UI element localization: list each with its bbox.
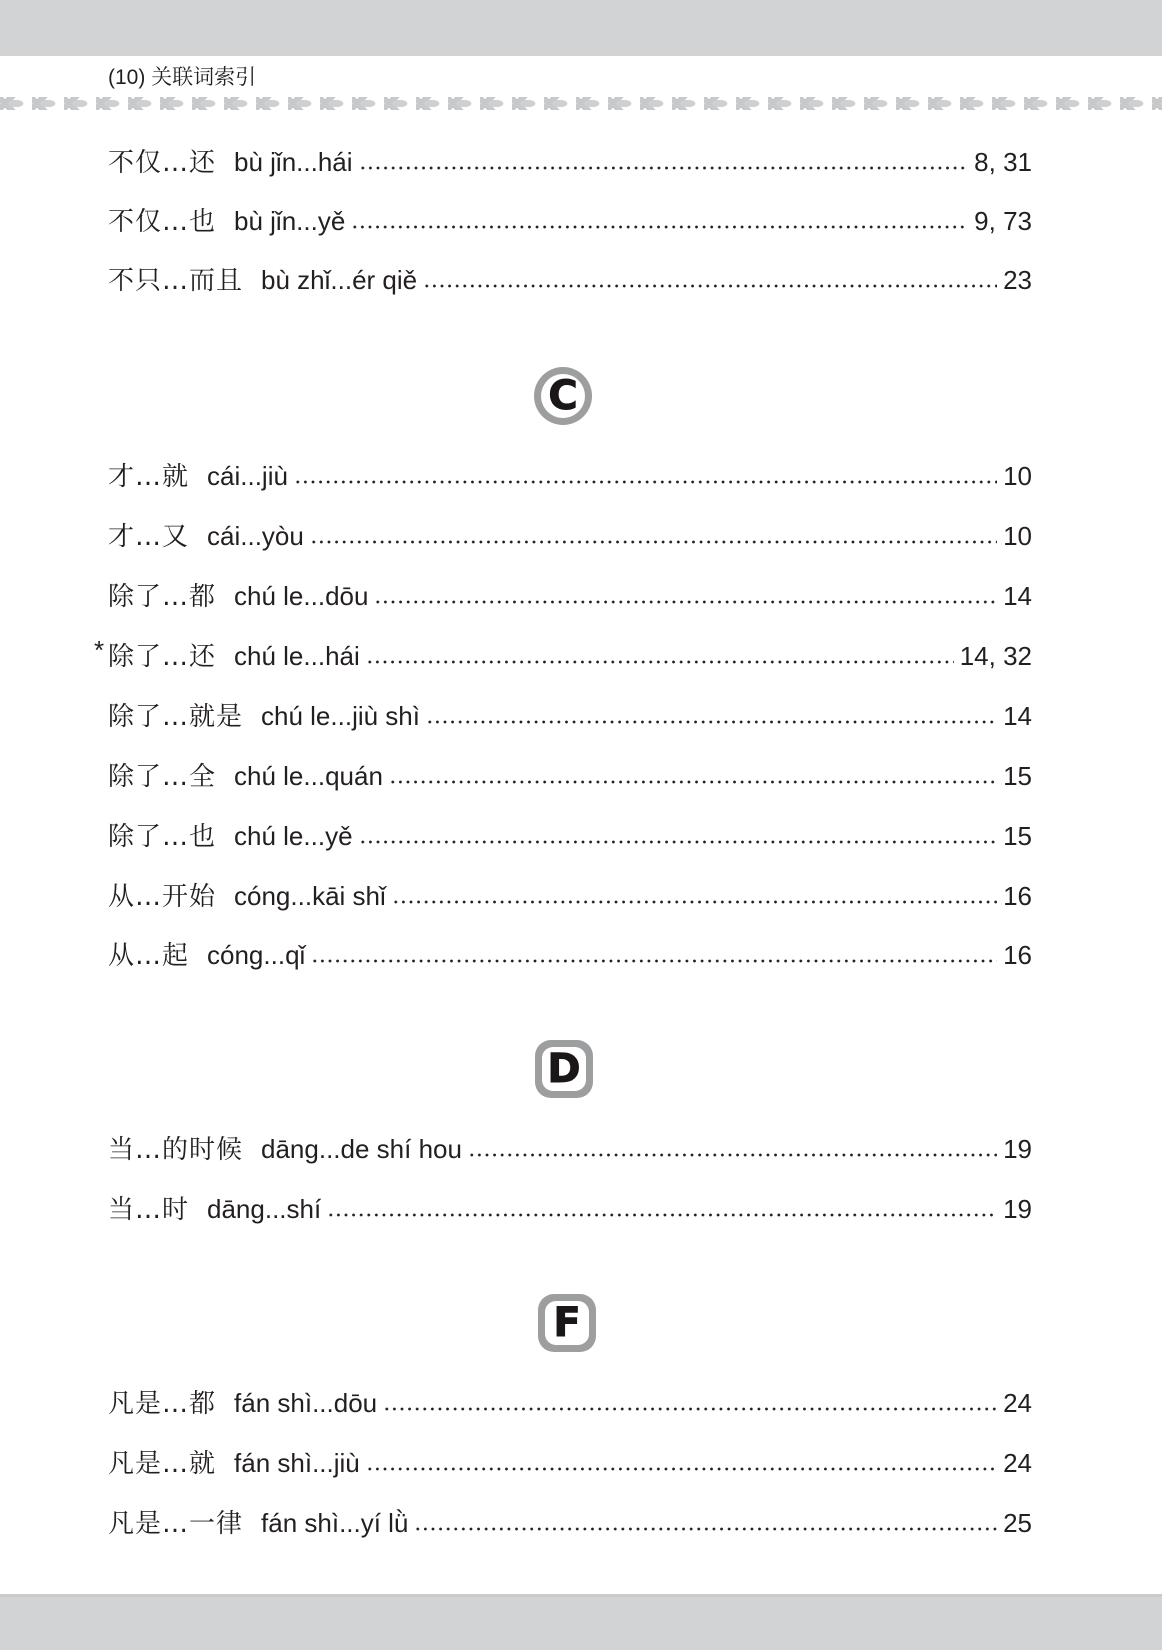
dot-leader bbox=[423, 284, 997, 288]
entry-pinyin: fán shì...dōu bbox=[234, 1388, 378, 1418]
dot-leader bbox=[311, 959, 997, 963]
entry-hanzi: 当…时 bbox=[108, 1195, 190, 1225]
entry-hanzi: 除了…就是 bbox=[108, 702, 244, 732]
entry-hanzi: 不只…而且 bbox=[108, 266, 244, 296]
section-letter: F bbox=[553, 1300, 581, 1346]
index-entry bbox=[108, 699, 1032, 733]
entry-pinyin: cóng...kāi shǐ bbox=[234, 881, 386, 911]
dot-leader bbox=[359, 166, 969, 170]
dot-leader bbox=[383, 1407, 997, 1411]
entry-page[interactable]: 15 bbox=[1003, 761, 1032, 791]
index-entry bbox=[108, 1132, 1032, 1166]
entry-page[interactable]: 10 bbox=[1003, 461, 1032, 491]
dot-leader bbox=[327, 1213, 997, 1217]
section-letter: C bbox=[548, 373, 578, 419]
entry-hanzi: 不仅…还 bbox=[108, 148, 217, 178]
star-marker: * bbox=[94, 635, 105, 665]
index-entry bbox=[108, 1506, 1032, 1540]
entry-pinyin: fán shì...yí lǜ bbox=[261, 1508, 409, 1538]
entry-pinyin: chú le...yě bbox=[234, 821, 353, 851]
dot-leader bbox=[414, 1527, 997, 1531]
index-entry bbox=[108, 938, 1032, 972]
index-entry bbox=[108, 1446, 1032, 1480]
entry-hanzi: 除了…全 bbox=[108, 762, 217, 792]
entry-pinyin: dāng...shí bbox=[207, 1194, 322, 1224]
entry-pinyin: cái...jiù bbox=[207, 461, 288, 491]
index-entry bbox=[108, 759, 1032, 793]
dot-leader bbox=[392, 900, 997, 904]
dot-leader bbox=[426, 720, 997, 724]
entry-hanzi: 凡是…一律 bbox=[108, 1509, 244, 1539]
entry-pinyin: chú le...quán bbox=[234, 761, 383, 791]
entry-page[interactable]: 25 bbox=[1003, 1508, 1032, 1538]
entry-page[interactable]: 16 bbox=[1003, 940, 1032, 970]
entry-hanzi: 才…又 bbox=[108, 522, 190, 552]
entry-page[interactable]: 9, 73 bbox=[974, 206, 1032, 236]
entry-hanzi: 从…起 bbox=[108, 941, 190, 971]
entry-page[interactable]: 14 bbox=[1003, 581, 1032, 611]
dot-leader bbox=[359, 840, 998, 844]
entry-pinyin: cóng...qǐ bbox=[207, 940, 306, 970]
running-head: (10) 关联词索引 bbox=[108, 66, 257, 89]
dot-leader bbox=[310, 540, 997, 544]
entry-hanzi: 除了…都 bbox=[108, 582, 217, 612]
entry-page[interactable]: 16 bbox=[1003, 881, 1032, 911]
decorative-pattern-band bbox=[0, 97, 1162, 110]
entry-page[interactable]: 19 bbox=[1003, 1194, 1032, 1224]
entry-hanzi: 才…就 bbox=[108, 462, 190, 492]
entry-pinyin: fán shì...jiù bbox=[234, 1448, 360, 1478]
section-letter-badge-c bbox=[534, 367, 592, 425]
section-letter: D bbox=[547, 1046, 581, 1092]
entry-pinyin: chú le...dōu bbox=[234, 581, 369, 611]
entry-hanzi: 凡是…就 bbox=[108, 1449, 217, 1479]
entry-page[interactable]: 8, 31 bbox=[974, 147, 1032, 177]
index-entry bbox=[108, 145, 1032, 179]
entry-hanzi: 从…开始 bbox=[108, 882, 217, 912]
dot-leader bbox=[366, 1467, 997, 1471]
index-entry bbox=[108, 819, 1032, 853]
entry-hanzi: 当…的时候 bbox=[108, 1135, 244, 1165]
entry-page[interactable]: 14, 32 bbox=[959, 641, 1032, 671]
entry-hanzi: 除了…还 bbox=[108, 642, 217, 672]
index-entry-starred bbox=[94, 635, 1032, 673]
entry-hanzi: 不仅…也 bbox=[108, 207, 217, 237]
entry-page[interactable]: 19 bbox=[1003, 1134, 1032, 1164]
entry-pinyin: bù zhǐ...ér qiě bbox=[261, 265, 418, 295]
entry-page[interactable]: 23 bbox=[1003, 265, 1032, 295]
entry-pinyin: cái...yòu bbox=[207, 521, 304, 551]
index-entry bbox=[108, 204, 1032, 238]
index-entry bbox=[108, 879, 1032, 913]
dot-leader bbox=[389, 780, 997, 784]
entry-pinyin: dāng...de shí hou bbox=[261, 1134, 462, 1164]
top-gray-band bbox=[0, 0, 1162, 56]
entry-pinyin: bù jǐn...hái bbox=[234, 147, 353, 177]
dot-leader bbox=[366, 660, 954, 664]
dot-leader bbox=[351, 225, 968, 229]
index-entry bbox=[108, 519, 1032, 553]
section-letter-badge-f bbox=[538, 1294, 596, 1352]
entry-hanzi: 凡是…都 bbox=[108, 1389, 217, 1419]
entry-pinyin: chú le...hái bbox=[234, 641, 360, 671]
entry-page[interactable]: 24 bbox=[1003, 1388, 1032, 1418]
entry-hanzi: 除了…也 bbox=[108, 822, 217, 852]
index-entry bbox=[108, 459, 1032, 493]
index-entry bbox=[108, 1192, 1032, 1226]
entry-pinyin: chú le...jiù shì bbox=[261, 701, 420, 731]
section-letter-badge-d bbox=[535, 1040, 593, 1098]
entry-page[interactable]: 14 bbox=[1003, 701, 1032, 731]
index-entry bbox=[108, 579, 1032, 613]
index-entry bbox=[108, 1386, 1032, 1420]
entry-page[interactable]: 24 bbox=[1003, 1448, 1032, 1478]
entry-pinyin: bù jǐn...yě bbox=[234, 206, 346, 236]
dot-leader bbox=[468, 1153, 997, 1157]
dot-leader bbox=[294, 480, 997, 484]
entry-page[interactable]: 15 bbox=[1003, 821, 1032, 851]
index-entry bbox=[108, 263, 1032, 297]
bottom-gray-band bbox=[0, 1594, 1162, 1650]
dot-leader bbox=[374, 600, 997, 604]
entry-page[interactable]: 10 bbox=[1003, 521, 1032, 551]
